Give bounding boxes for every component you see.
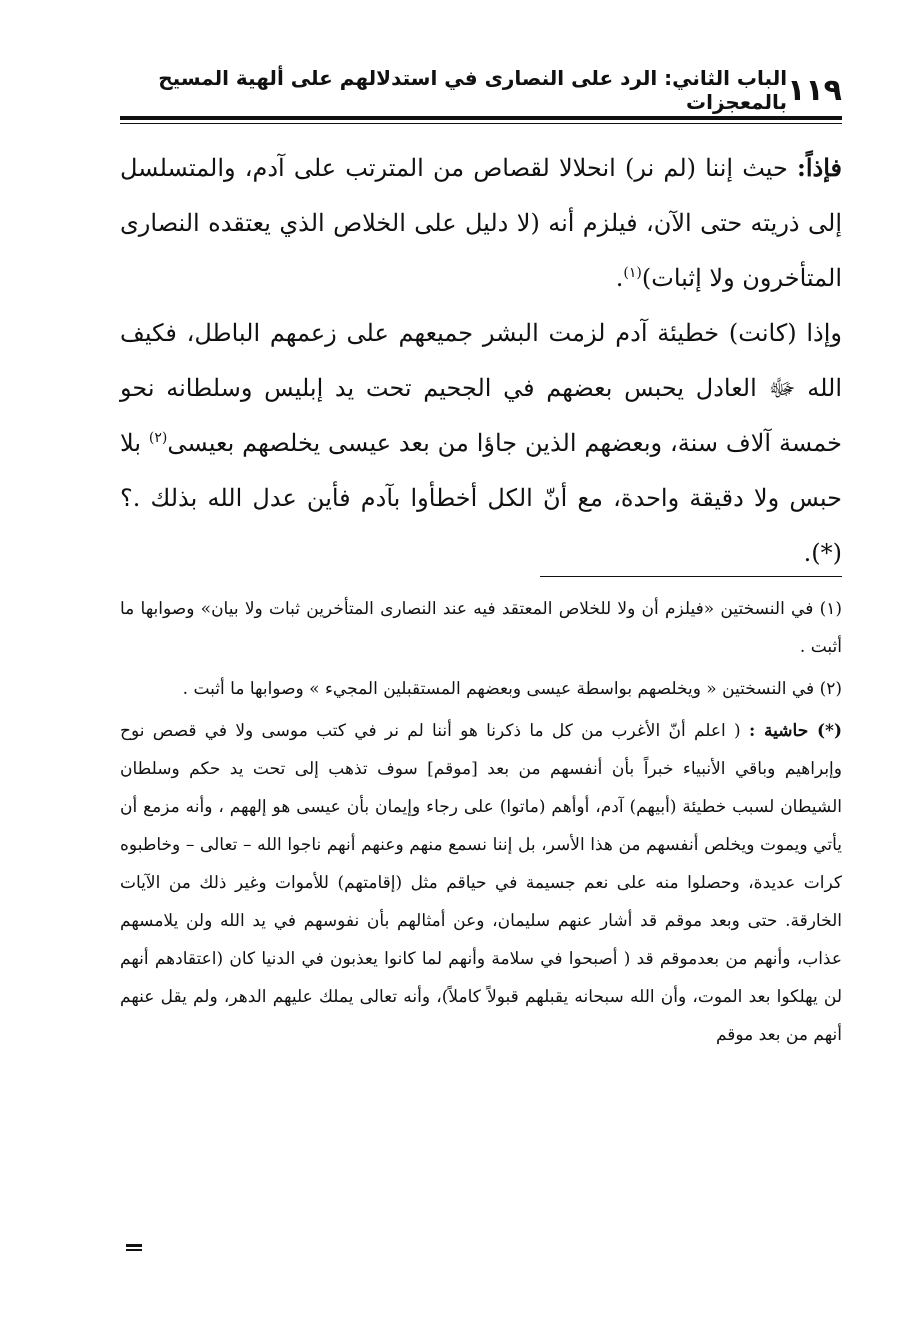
page-header	[120, 66, 842, 114]
paragraph-1	[120, 140, 842, 306]
header-rule-thick	[120, 116, 842, 120]
footnote-ref-2[interactable]: (٢)	[148, 430, 168, 446]
footnote-3-label: (*) حاشية :	[748, 721, 842, 741]
paragraph-2	[120, 306, 842, 581]
footnotes	[120, 590, 842, 1058]
footnote-3	[120, 712, 842, 1054]
running-title: الباب الثاني: الرد على النصارى في استدلالهم على ألهية المسيح بالمعجزات	[158, 66, 788, 114]
paragraph-1-text: حيث إننا (لم نر) انحلالا لقصاص من المترتب على آدم، والمتسلسل إلى ذريته حتى الآن، فيلزم أنه (لا دليل على الخلاص الذي يعتقده النصارى المتأخرون ولا إثبات)	[120, 154, 842, 292]
paragraph-2-text-a: وإذا (كانت) خطيئة آدم لزمت البشر جميعهم على زعمهم الباطل، فكيف الله ﷻ العادل يحبس بعضهم في الجحيم تحت يد إبليس وسلطانه نحو خمسة آلاف سنة، وبعضهم الذين جاؤا من بعد عيسى يخلصهم بعيسى	[120, 319, 842, 457]
paragraph-1-end: .	[615, 264, 624, 292]
footnote-separator	[540, 576, 842, 577]
header-rule-thin	[120, 123, 842, 124]
lead-word: فإذاً:	[797, 153, 842, 182]
continuation-mark-lower	[126, 1249, 142, 1251]
footnote-2: (٢) في النسختين « ويخلصهم بواسطة عيسى وبعضهم المستقبلين المجيء » وصوابها ما أثبت .	[182, 679, 842, 699]
footnote-1: (١) في النسختين «فيلزم أن ولا للخلاص المعتقد فيه عند النصارى المتأخرين ثبات ولا بيان» وصوابها ما أثبت .	[120, 599, 842, 657]
paragraph-2-text-b: بلا حبس ولا دقيقة واحدة، مع أنّ الكل أخطأوا بآدم فأين عدل الله بذلك .؟ (*).	[120, 429, 842, 567]
footnote-3-text: ( اعلم أنّ الأغرب من كل ما ذكرنا هو أننا لم نر في كتب موسى ولا في قصص نوح وإبراهيم وباقي الأنبياء خبراً بأن أنفسهم من بعد [موقم] سوف تذهب إلى تحت يد حكم وسلطان الشيطان لسبب خطيئة (أبيهم) آدم، أوأهم (ماتوا) على رجاء وإيمان بأن عيسى هو إلههم ، وأنه مزمع أن يأتي ويموت ويخلص أنفسهم من هذا الأسر، بل إننا نسمع منهم وعنهم أنهم ناجوا الله – تعالى – وخاطبوه كرات عديدة، وحصلوا منه على نعم جسيمة في حياقم مثل (إقامتهم) للأموات وغير ذلك من الآيات الخارقة. حتى وبعد موقم قد أشار عنهم سليمان، وعن أمثالهم بأن نفوسهم في يد الله ولن يلامسهم عذاب، وأنهم من بعدموقم قد ( أصبحوا في سلامة وأنهم لما كانوا يعذبون في الدنيا كان (اعتقادهم أنهم لن يهلكوا بعد الموت، وأن الله سبحانه يقبلهم قبولاً كاملاً)، وأنه تعالى يملك عليهم الدهر، ولم يقل عنهم أنهم من بعد موقم	[120, 721, 842, 1045]
footnote-ref-1[interactable]: (١)	[623, 265, 642, 281]
continuation-mark	[126, 1244, 142, 1247]
page-number: ١١٩	[787, 72, 842, 108]
main-text	[120, 140, 842, 581]
